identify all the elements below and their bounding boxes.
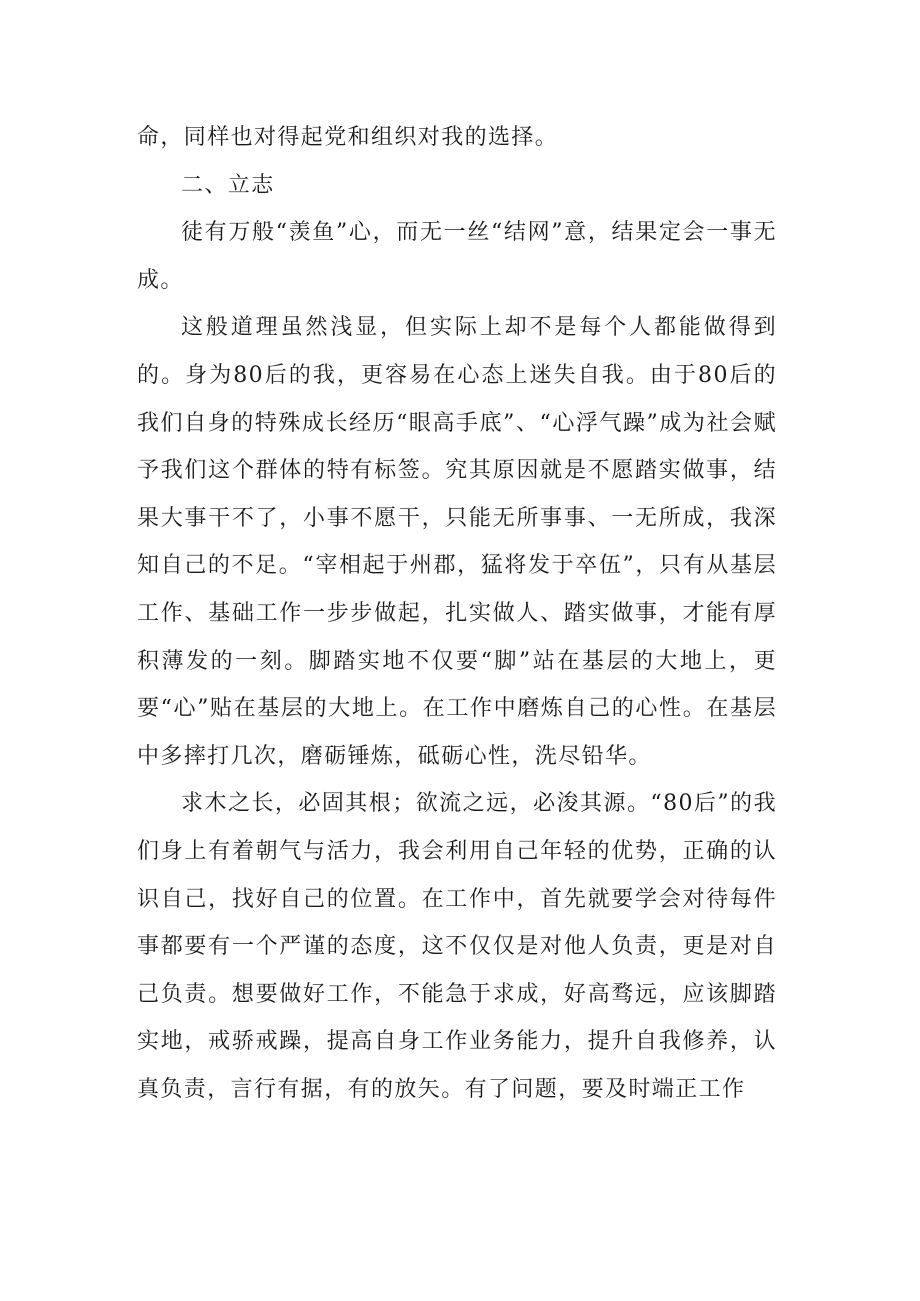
section-heading: 二、立志 [181,172,275,198]
paragraph: 徒有万般“羡鱼”心，而无一丝“结网”意，结果定会一事无成。 [137,220,777,293]
paragraph: 这般道理虽然浅显，但实际上却不是每个人都能做得到的。身为80后的我，更容易在心态上迷失自我。由于80后的我们自身的特殊成长经历“眼高手底”、“心浮气躁”成为社会赋予我们这个群体的特有标签。究其原因就是不愿踏实做事，结果大事干不了，小事不愿干，只能无所事事、一无所成，我深知自己的不足。“宰相起于州郡，猛将发于卒伍”，只有从基层工作、基础工作一步步做起，扎实做人、踏实做事，才能有厚积薄发的一刻。脚踏实地不仅要“脚”站在基层的大地上，更要“心”贴在基层的大地上。在工作中磨炼自己的心性。在基层中多摔打几次，磨砺锤炼，砥砺心性，洗尽铅华。 [137,315,777,769]
document-body [137,114,777,1113]
paragraph-continuation: 命，同样也对得起党和组织对我的选择。 [137,125,559,150]
paragraph: 求木之长，必固其根；欲流之远，必浚其源。“80后”的我们身上有着朝气与活力，我会利用自己年轻的优势，正确的认识自己，找好自己的位置。在工作中，首先就要学会对待每件事都要有一个严谨的态度，这不仅仅是对他人负责，更是对自己负责。想要做好工作，不能急于求成，好高骛远，应该脚踏实地，戒骄戒躁，提高自身工作业务能力，提升自我修养，认真负责，言行有据，有的放矢。有了问题，要及时端正工作 [137,791,777,1102]
